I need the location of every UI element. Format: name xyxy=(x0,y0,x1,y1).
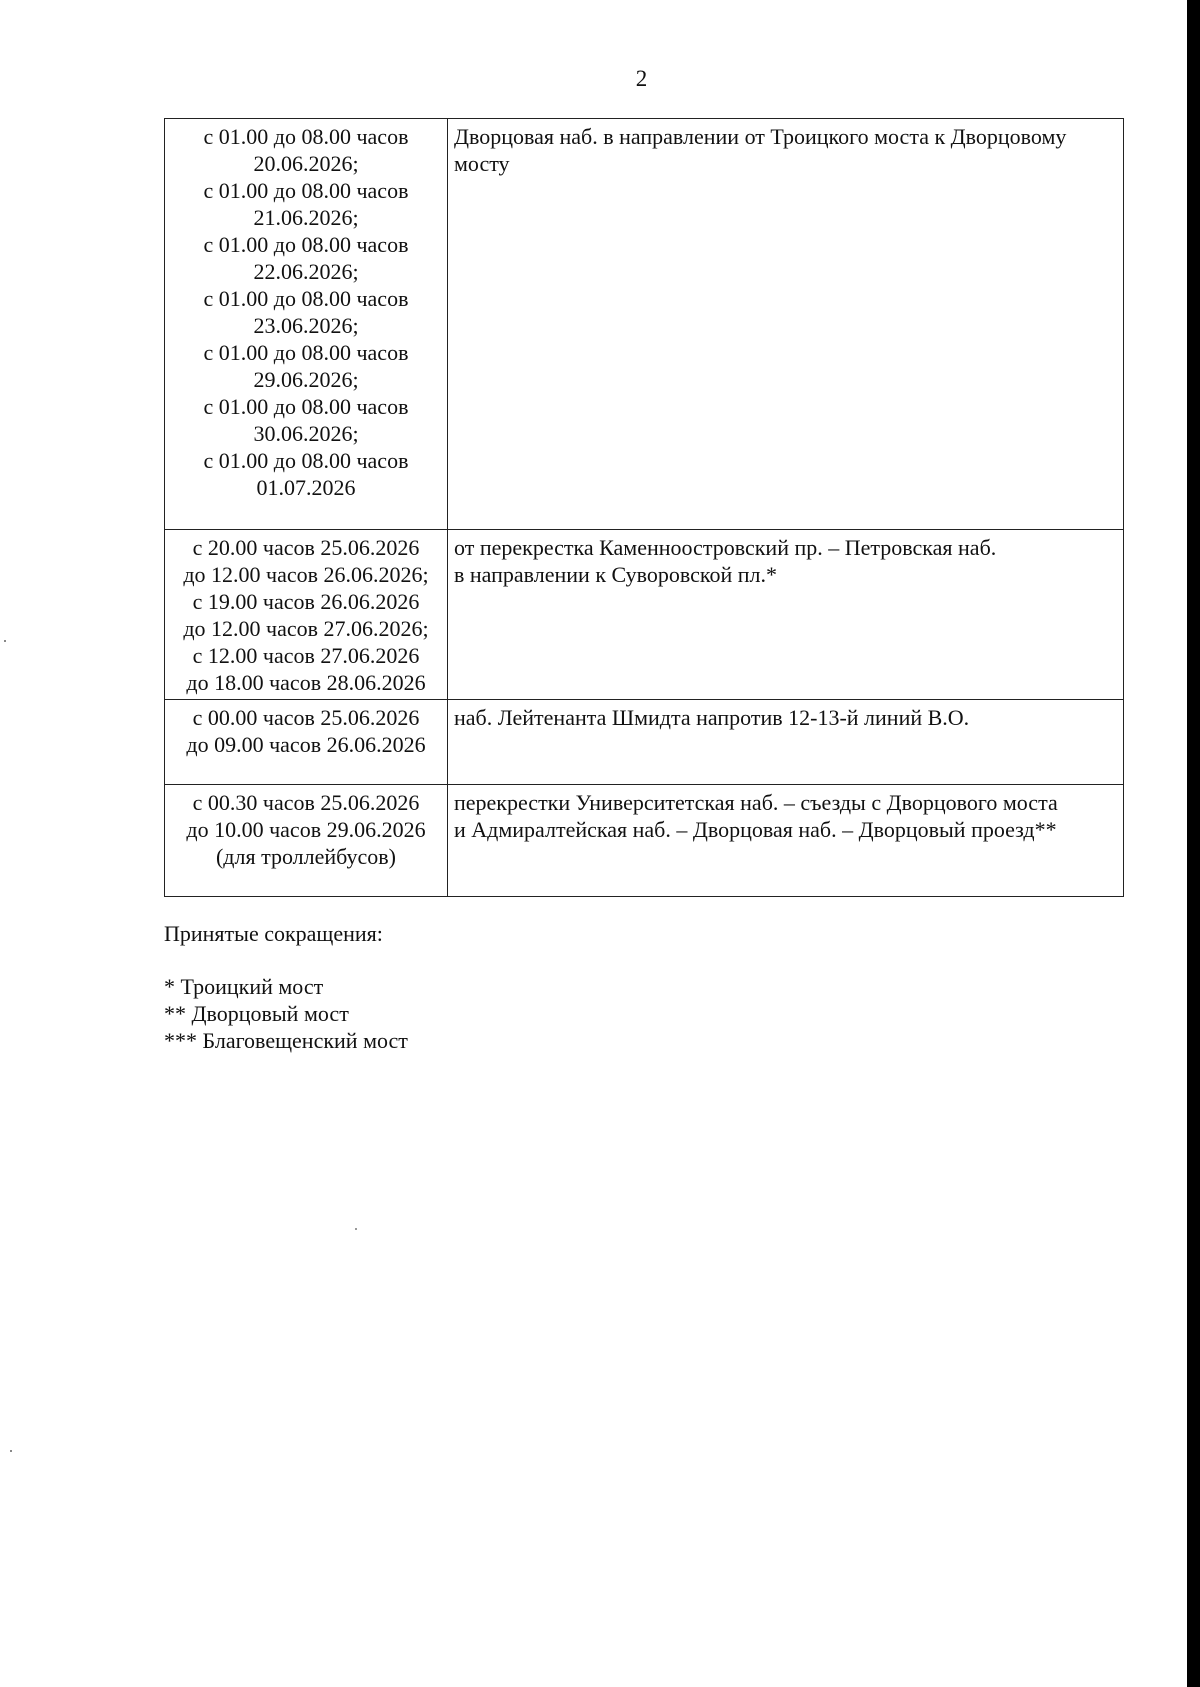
period-line: с 01.00 до 08.00 часов xyxy=(203,448,409,473)
period-line: до 09.00 часов 26.06.2026 xyxy=(186,732,426,757)
period-line: с 01.00 до 08.00 часов xyxy=(203,340,409,365)
period-line: 22.06.2026; xyxy=(253,259,359,284)
closure-schedule-table xyxy=(164,118,1124,897)
period-line: с 01.00 до 08.00 часов xyxy=(203,286,409,311)
period-line: с 20.00 часов 25.06.2026 xyxy=(192,535,420,560)
period-line: (для троллейбусов) xyxy=(215,844,397,869)
abbreviation-item: *** Благовещенский мост xyxy=(164,1028,408,1053)
location-line: от перекрестка Каменноостровский пр. – Петровская наб. xyxy=(454,535,997,560)
scan-speck xyxy=(10,1450,12,1452)
page-number: 2 xyxy=(635,66,648,91)
period-line: до 10.00 часов 29.06.2026 xyxy=(186,817,426,842)
abbreviations-title: Принятые сокращения: xyxy=(164,921,383,946)
period-line: 21.06.2026; xyxy=(253,205,359,230)
location-cell xyxy=(448,700,1124,785)
table-row xyxy=(165,530,1124,700)
scan-speck xyxy=(4,640,6,642)
period-cell xyxy=(165,700,448,785)
abbreviation-item: * Троицкий мост xyxy=(164,974,324,999)
period-line: с 01.00 до 08.00 часов xyxy=(203,232,409,257)
period-line: с 01.00 до 08.00 часов xyxy=(203,178,409,203)
table-row xyxy=(165,119,1124,530)
table-row xyxy=(165,785,1124,897)
period-line: с 00.00 часов 25.06.2026 xyxy=(192,705,420,730)
period-line: 30.06.2026; xyxy=(253,421,359,446)
period-cell xyxy=(165,785,448,897)
table-body xyxy=(165,119,1124,897)
abbreviations-section xyxy=(164,920,408,1054)
period-line: с 00.30 часов 25.06.2026 xyxy=(192,790,420,815)
scan-edge-bar xyxy=(1187,0,1200,1687)
period-line: с 01.00 до 08.00 часов xyxy=(203,124,409,149)
period-line: 20.06.2026; xyxy=(253,151,359,176)
period-line: до 18.00 часов 28.06.2026 xyxy=(186,670,426,695)
scan-speck xyxy=(355,1228,357,1230)
period-line: до 12.00 часов 26.06.2026; xyxy=(183,562,429,587)
location-line: Дворцовая наб. в направлении от Троицкого моста к Дворцовому xyxy=(454,124,1067,149)
period-line: до 12.00 часов 27.06.2026; xyxy=(183,616,429,641)
location-cell xyxy=(448,785,1124,897)
period-line: с 19.00 часов 26.06.2026 xyxy=(192,589,420,614)
period-line: 23.06.2026; xyxy=(253,313,359,338)
abbreviation-item: ** Дворцовый мост xyxy=(164,1001,349,1026)
period-cell xyxy=(165,119,448,530)
period-line: с 12.00 часов 27.06.2026 xyxy=(192,643,420,668)
period-line: с 01.00 до 08.00 часов xyxy=(203,394,409,419)
location-line: наб. Лейтенанта Шмидта напротив 12-13-й линий В.О. xyxy=(454,705,970,730)
location-line: в направлении к Суворовской пл.* xyxy=(454,562,778,587)
period-cell xyxy=(165,530,448,700)
period-line: 01.07.2026 xyxy=(256,475,356,500)
period-line: 29.06.2026; xyxy=(253,367,359,392)
location-cell xyxy=(448,119,1124,530)
location-line: мосту xyxy=(454,151,510,176)
location-line: и Адмиралтейская наб. – Дворцовая наб. – Дворцовый проезд** xyxy=(454,817,1057,842)
table-row xyxy=(165,700,1124,785)
location-cell xyxy=(448,530,1124,700)
location-line: перекрестки Университетская наб. – съезды с Дворцового моста xyxy=(454,790,1058,815)
